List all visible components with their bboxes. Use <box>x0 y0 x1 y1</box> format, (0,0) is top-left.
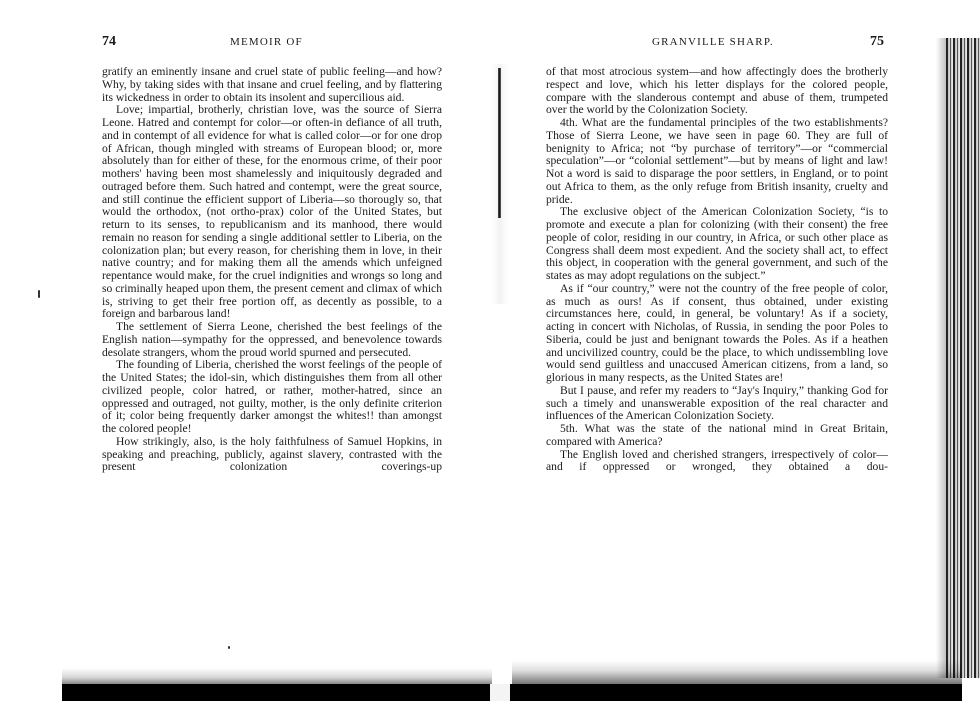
paragraph: gratify an eminently insane and cruel state of public feeling—and how? Why, by taking sides with that insane and cruel feeling, and by flattering its wickedness in order to obtain its insolent and supercilious aid. <box>102 65 442 104</box>
paragraph: The English loved and cherished strangers, irrespectively of color—and if oppressed or wronged, they obtained a dou- <box>546 447 888 474</box>
paragraph: But I pause, and refer my readers to “Jay's Inquiry,” thanking God for such a timely and unanswerable exposition of the real character and influences of the American Colonization Society. <box>546 383 888 423</box>
right-page-body <box>546 66 888 474</box>
left-page-number: 74 <box>102 34 116 49</box>
paragraph: The settlement of Sierra Leone, cherished the best feelings of the English nation—sympathy for the oppressed, and benevolence towards desolate strangers, whom the proud world spurned and persecuted. <box>102 320 442 359</box>
left-running-head: MEMOIR OF <box>230 36 303 48</box>
paragraph: 4th. What are the fundamental principles of the two establishments? Those of Sierra Leone, we have seen in page 60. They are full of benignity to Africa; not “by purchase of territory”—or “commercial speculation”—or “colonial settlement”—but by means of light and law! Not a word is said to disparage the poor settlers, in England, or to point out Africa to them, as the only refuge from British insanity, cruelty and pride. <box>546 116 888 206</box>
paragraph: How strikingly, also, is the holy faithfulness of Samuel Hopkins, in speaking and preaching, publicly, against slavery, contrasted with the present colonization coverings-up <box>102 434 442 474</box>
paragraph: of that most atrocious system—and how affectingly does the brotherly respect and love, which his letter displays for the colored people, compare with the slanderous contempt and abuse of them, trumpeted over the world by the Colonization Society. <box>546 65 888 117</box>
paragraph: Love; impartial, brotherly, christian love, was the source of Sierra Leone. Hatred and contempt for color—or often-in defiance of all truth, and in contempt of all evidence for what is called color—or for one drop of African, though mingled with streams of European blood; or, more absolutely than for either of these, for the enormous crime, of their poor mothers' having been most shamelessly and iniquitously degraded and outraged before them. Such hatred and contempt, were the great source, and still continue the efficient support of Liberia—so thorougly so, that would the orthodox, (not ortho-prax) color of the United States, but return to its senses, to republicanism and its manhood, there would remain no reason for sending a single additional settler to Liberia, on the colonization plan; but every reason, for cherishing them in love, in their native country; and for making them all the amends which unfeigned repentance would make, for the cruel indignities and wrongs so long and so criminally heaped upon them, the present cement and climax of which is, striving to get their free portion off, as decently as possible, to a foreign and barbarous land! <box>102 103 442 321</box>
paragraph: The founding of Liberia, cherished the worst feelings of the people of the United States; the idol-sin, which distinguishes them from all other civilized people, color hatred, or rather, mother-hatred, since an oppressed and outraged, not guilty, mother, is the only definite criterion of it; color being frequently darker amongst the whites!! than amongst the colored people! <box>102 358 442 435</box>
bottom-page-curl-right <box>512 660 962 686</box>
paragraph: The exclusive object of the American Colonization Society, “is to promote and execute a plan for colonizing (with their consent) the free people of color, residing in our country, in Africa, or such other place as Congress shall deem most expedient. And the society shall act, to effect this object, in cooperation with the general government, and such of the states as may adopt regulations on the subject.” <box>546 205 888 282</box>
left-page-body <box>102 66 442 474</box>
scan-speck <box>38 290 40 298</box>
paragraph: As if “our country,” were not the country of the free people of color, as much as ours! As if consent, thus obtained, under existing circumstances here, could, in general, be voluntary! As if a society, acting in concert with Nicholas, of Russia, in sending the poor Poles to Siberia, could be just and benignant towards the Poles. As if a heathen and uncivilized country, could be the place, to which undissembling love would send guiltless and unaccused American citizens, from a land, so glorious in many respects, as the United States are! <box>546 281 888 384</box>
scan-speck <box>228 646 230 649</box>
paragraph: 5th. What was the state of the national mind in Great Britain, compared with America? <box>546 422 888 448</box>
scanner-bed-gap <box>490 684 510 701</box>
scanner-bed-bar <box>62 684 962 701</box>
gutter-fold-line <box>498 68 501 218</box>
right-page-number: 75 <box>870 34 884 49</box>
page-edge-stack <box>946 38 980 678</box>
right-running-head: GRANVILLE SHARP. <box>652 36 774 48</box>
right-page <box>490 0 980 701</box>
